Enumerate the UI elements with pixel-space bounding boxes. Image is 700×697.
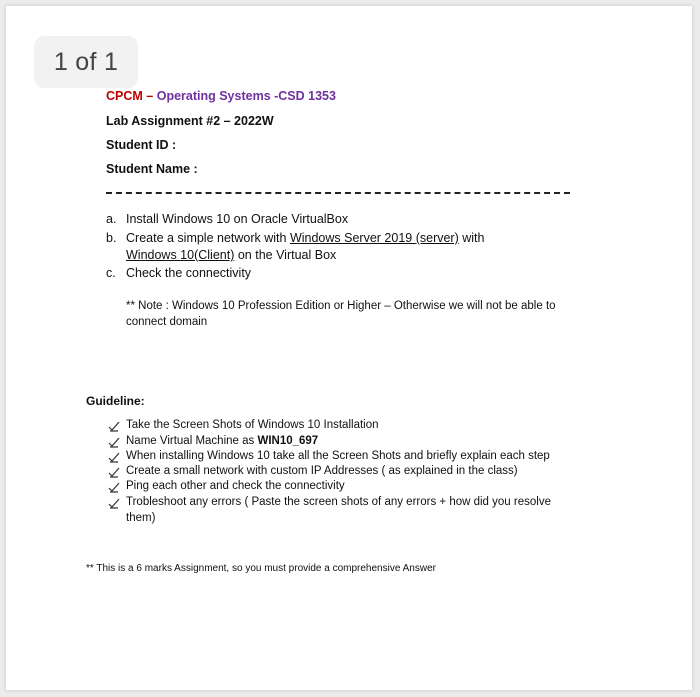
document-page [6, 6, 692, 690]
task-text: with [458, 231, 485, 245]
guideline-item: Name Virtual Machine as WIN10_697 [126, 435, 319, 447]
guideline-item: Take the Screen Shots of Windows 10 Installation [126, 419, 379, 431]
task-letter: a. [106, 212, 117, 226]
checkmark-bullet-icon [108, 498, 120, 510]
client-link-text: Windows 10(Client) [126, 248, 235, 262]
task-item-c [106, 266, 586, 282]
course-title: Operating Systems -CSD 1353 [156, 89, 336, 103]
server-link-text: Windows Server 2019 (server) [289, 231, 459, 245]
checkmark-bullet-icon [108, 482, 120, 494]
checkmark-bullet-icon [108, 421, 120, 433]
guideline-item: When installing Windows 10 take all the Screen Shots and briefly explain each step [126, 450, 550, 462]
guideline-item: Trobleshoot any errors ( Paste the screen shots of any errors + how did you resolve [126, 496, 551, 508]
course-code: CPCM [106, 89, 143, 103]
checkmark-bullet-icon [108, 437, 120, 449]
student-name-label: Student Name : [106, 162, 198, 176]
guideline-title: Guideline: [86, 394, 145, 408]
student-id-label: Student ID : [106, 138, 177, 152]
dashed-divider [106, 192, 570, 194]
assignment-title: Lab Assignment #2 – 2022W [106, 114, 274, 128]
guideline-item: Create a small network with custom IP Addresses ( as explained in the class) [126, 465, 518, 477]
guideline-item-continued: them) [126, 512, 156, 524]
note-line-2: connect domain [126, 316, 208, 328]
task-letter: b. [106, 231, 117, 245]
checkmark-bullet-icon [108, 452, 120, 464]
marks-footnote: ** This is a 6 marks Assignment, so you must provide a comprehensive Answer [86, 563, 436, 574]
checkmark-bullet-icon [108, 467, 120, 479]
page-counter: 1 of 1 [34, 36, 138, 88]
task-item-b [106, 231, 586, 247]
course-separator: – [142, 89, 157, 103]
guideline-item: Ping each other and check the connectivity [126, 480, 345, 492]
task-text: Create a simple network with [126, 231, 290, 245]
task-text: Install Windows 10 on Oracle VirtualBox [126, 212, 349, 226]
task-text: on the Virtual Box [234, 248, 337, 262]
note-line-1: ** Note : Windows 10 Profession Edition or Higher – Otherwise we will not be able to [126, 300, 556, 312]
task-text: Check the connectivity [126, 266, 252, 280]
course-heading [106, 89, 336, 103]
task-letter: c. [106, 266, 116, 280]
task-item-a [106, 212, 586, 228]
vm-name: WIN10_697 [257, 435, 319, 447]
task-item-b-continued [126, 248, 336, 262]
